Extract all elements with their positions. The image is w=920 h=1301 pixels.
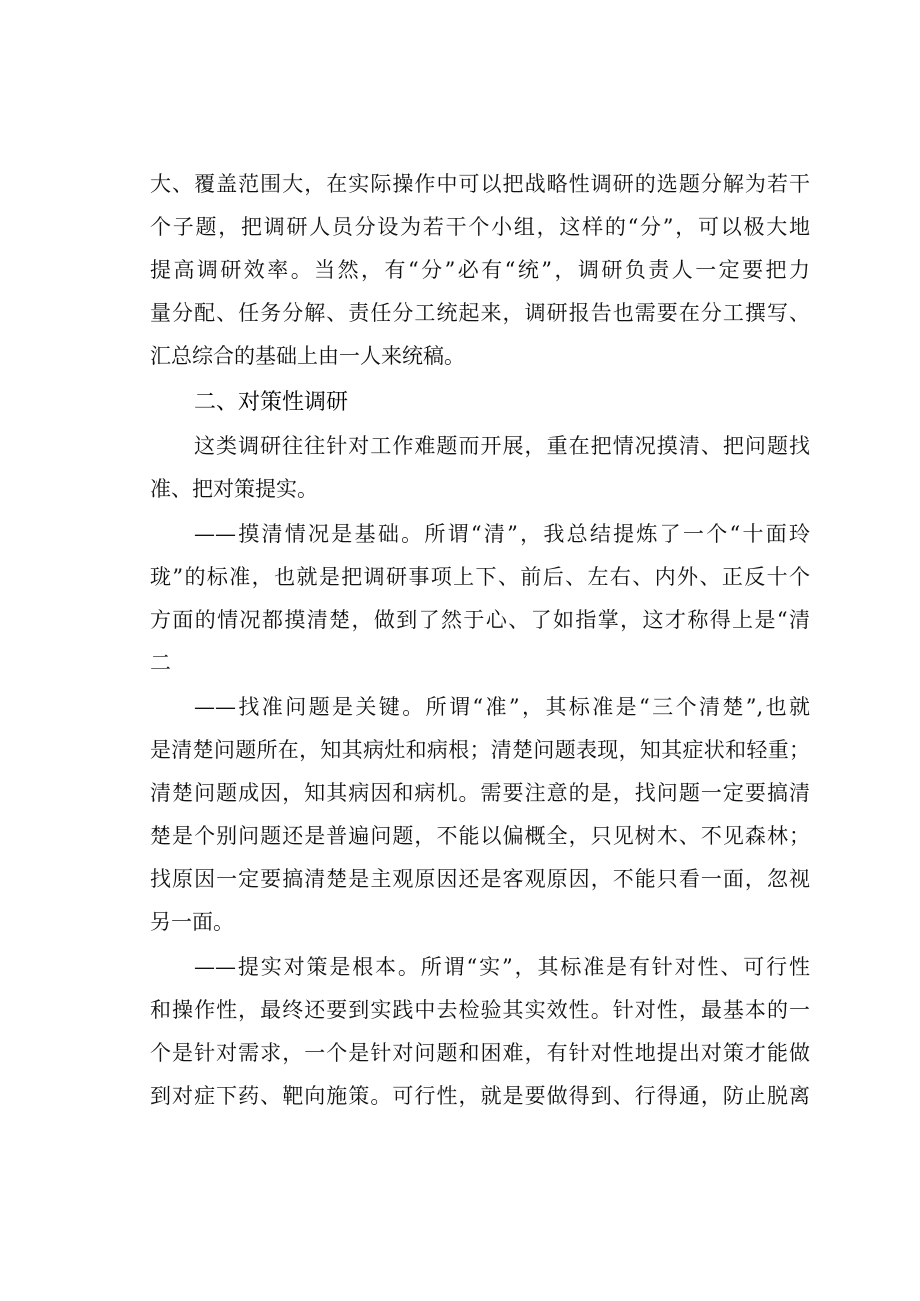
text-line: 个是针对需求，一个是针对问题和困难，有针对性地提出对策才能做 <box>150 1041 810 1065</box>
text-line: 楚是个别问题还是普遍问题，不能以偏概全，只见树木、不见森林； <box>150 824 810 848</box>
text-line: 珑”的标准，也就是把调研事项上下、前后、左右、内外、正反十个 <box>150 565 810 589</box>
text-line: 这类调研往往针对工作难题而开展，重在把情况摸清、把问题找 <box>194 434 810 458</box>
text-line: 到对症下药、靶向施策。可行性，就是要做得到、行得通，防止脱离 <box>150 1084 810 1108</box>
text-line: 方面的情况都摸清楚，做到了然于心、了如指掌，这才称得上是“清 <box>150 608 810 632</box>
text-line: 量分配、任务分解、责任分工统起来，调研报告也需要在分工撰写、 <box>150 301 810 325</box>
text-line: 和操作性，最终还要到实践中去检验其实效性。针对性，最基本的一 <box>150 998 810 1022</box>
text-line: 是清楚问题所在，知其病灶和病根；清楚问题表现，知其症状和轻重； <box>150 738 810 762</box>
text-line: 二 <box>150 651 171 675</box>
text-line: 另一面。 <box>150 910 234 934</box>
text-line: 清楚问题成因，知其病因和病机。需要注意的是，找问题一定要搞清 <box>150 781 810 805</box>
text-line: 提高调研效率。当然，有“分”必有“统”，调研负责人一定要把力 <box>150 258 810 282</box>
text-line: ——提实对策是根本。所谓“实”，其标准是有针对性、可行性 <box>194 955 810 979</box>
text-line: 准、把对策提实。 <box>150 477 318 501</box>
text-line: 找原因一定要搞清楚是主观原因还是客观原因，不能只看一面，忽视 <box>150 867 810 891</box>
text-line: ——摸清情况是基础。所谓“清”，我总结提炼了一个“十面玲 <box>194 522 810 546</box>
text-line: 汇总综合的基础上由一人来统稿。 <box>150 344 465 368</box>
text-line: 个子题，把调研人员分设为若干个小组，这样的“分”，可以极大地 <box>150 215 810 239</box>
text-line: 大、覆盖范围大，在实际操作中可以把战略性调研的选题分解为若干 <box>150 172 810 196</box>
section-heading: 二、对策性调研 <box>194 390 349 415</box>
text-line: ——找准问题是关键。所谓“准”，其标准是“三个清楚”,也就 <box>194 695 810 719</box>
